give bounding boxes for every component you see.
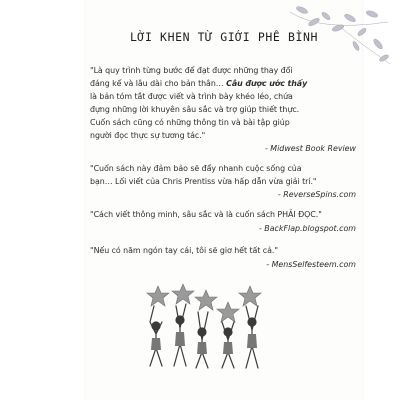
review-quote-1 — [90, 64, 358, 142]
star-icon — [172, 284, 194, 304]
review-source-3: - BackFlap.blogspot.com — [258, 224, 356, 233]
star-icon — [239, 286, 261, 306]
section-title: LỜI KHEN TỪ GIỚI PHÊ BÌNH — [129, 30, 319, 44]
star-icon — [217, 302, 239, 322]
review-source-2: - ReverseSpins.com — [277, 190, 356, 199]
review-quote-4 — [90, 244, 358, 257]
review-quote-2 — [90, 162, 358, 188]
star-icon — [195, 290, 217, 310]
quote-line: đáng kể và lâu dài cho bản thân… Câu được ước thấy — [90, 79, 308, 88]
quote-emphasis: Câu được ước thấy — [226, 79, 308, 88]
quote-line: là bản tóm tắt được viết và trình bày khéo léo, chứa — [90, 92, 293, 101]
quote-line: "Cuốn sách này đảm bảo sẽ đẩy nhanh cuộc sống của — [90, 164, 302, 173]
review-quote-3 — [90, 208, 358, 221]
quote-line: "Cách viết thông minh, sâu sắc và là cuốn sách PHẢI ĐỌC." — [90, 210, 322, 219]
star-icon — [147, 286, 169, 306]
quote-line: "Là quy trình từng bước để đạt được những thay đổi — [90, 66, 293, 75]
quote-line: Cuốn sách cũng có những thông tin và bài tập giúp — [90, 118, 290, 127]
quote-line: "Nếu có năm ngón tay cái, tôi sẽ giơ hết tất cả." — [90, 246, 278, 255]
quote-line: bạn… Lối viết của Chris Prentiss vừa hấp dẫn vừa giải trí." — [90, 177, 317, 186]
quote-line: đựng những lời khuyên sâu sắc và trợ giúp thiết thực. — [90, 105, 300, 114]
quote-line: người đọc thực sự tương tác." — [90, 131, 206, 140]
review-source-1: - Midwest Book Review — [264, 144, 356, 153]
people-holding-stars-illustration — [138, 282, 278, 372]
review-source-4: - MensSelfesteem.com — [266, 260, 356, 269]
